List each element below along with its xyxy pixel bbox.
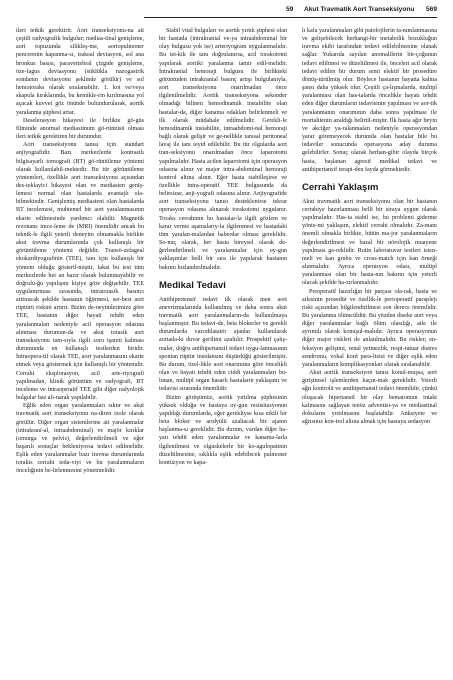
paragraph: Aort transeksiyonu tanısı için standart anjiyografidir. Bazı merkezlerde kontrastlı bilgisayarlı tomografi (BT) gö-rüntüleme yöntemi olarak kullanılabil-mektedir. Bu tür görüntüleme yöntemleri, özellikle aort transeksiyonu açısından des-teklayici hikayesi olan ve mediasten geniş-lemesi normal olan hastalarda avantajlı ola-bilmektedir. Genişlemiş mediasteni olan hastalarda BT incelemesi, muhtemel bir aort yaralanmasının ekarte edilmesinde yardımcı olabilir. Magnetik rezonans imce-leme de (MRI) önemlidir ancak bu teknik-le ilgili yeterli deneyim olmamakla birlikte akut travma durumlarında çok kullanışlı bir görüntüleme yöntemi değildir. Transö-zefageal ekokardiyografinin (TEE), tanı için kullanışlı bir yöntem olduğu gösteril-miştir, fakat bu test tüm merkezlerde her an hazır olarak bulunmayabilir ve doğrulu-ğu yapılışını kişiye göre değişebilir. TEE uygulanırması sırasında, intratorasik basıncı arttıracak şekilde hastanın öğürmesi, ser-best aort rüptürü riskini artırır. Bizim de-neyimlerimize göre TEE, hastanın diğer hayati tehdit eden yaralanmaları nedeniyle acil operasyon odasına alınması durumun-da ve akut torasik aort transeksiyonu tanı-sıyla ilgili soru işareti kalması durumunda en kullanışlı testlerden biridir. İntraopera-tif olarak TEE, aort yaralanmasını ekarte etmek veya göstermek için kullanışlı bir yöntemdir. Cerrahi eksplorasyon, acil arte-riyografi yapılmadan, klinik görüntüm ve radyografi, BT inceleme ve intraoperatif TEE gibi diğer radyolojik bulgular baz alı-narak yapılabilir. (16, 142, 144, 402)
text-column-1 (16, 27, 144, 476)
paragraph: Antihipertensif tedavi ilk olarak inen aort anevrizmalarında kullanılmış ve daha sonra akut travmatik aort yaralanmaların-da kullanılmaya başlanmıştır. Bu tedavi-de, beta blokerler ve gerekli durumlarda vazodilatatör ajanlar kullanılarak aortada-ki duvar gerilimi azaltılır. Prospektif çalış-malar, doğru antihipertansif tedavi uygu-lanmasının spontan rüptür insidansını düşürdüğü gösterilmiştir. Bu durum, özel-likle aort onarımına göre öncelikli olan ve hayatı tehdit eden ciddi yaralanmaları bu-lunan, multipl organ hasarlı hastaların yaklaşımı ve tedavisi sırasında önemlidir. (159, 296, 287, 393)
text-column-3 (302, 27, 437, 426)
paragraph: Bizim görüşümüz, aortik yırtılma şüphesinin yüksek olduğu ve hastaya uy-gun resüsitasyonun yapıldığı durumlarda, eğer gerekliyse kısa etkili bir beta bloker ve arıdyülü azaltacak bir ajanın başlanma-sı gereklidir. Bu durum, vardan diğer ha-yatı tehdit eden yaralanmalar ve kanama-larla ilgilenilmesi ve olguskelerle bir ko-agulopatinin düzeltilmesine, sıklıkla eşlik edebilecek pulmoner kontüzyon ve kapa- (159, 394, 287, 466)
running-title: Akut Travmatik Aort Transeksiyonu (304, 6, 415, 13)
paragraph: Akut aortik transeksiyon tanısı konul-muşsa, aort girişimsel işlemlerden kaçın-mak gereklidir. Yeterli ağrı kontrolü ve antihipertansif tedavi önemlidir, çünkü oluşacak hipertansif bir olay hematomun intakt kalmasını sağlayan tenöz adventisi-ya ve mediastinal dokuların yırtılmasını başlatabilir. Anksiyete ve ağrısınız kon-trol altına almak için hastaya sedasyon (302, 370, 437, 426)
paragraph: lı kafa yaralanmaları gibi patolojilerin ta-nımlanmasına ve gelişebilecek herhangi-bir metabolik bozukluğun travma ekibi tarafından tedavi edilebilmesine olanak sağlar. Yukarıda sayılan anomalilerin bir-çoğunun tedavi edilmesi ve düzeltilmesi ile, önceleri acil olarak tedavi edilen bir durum semi elektif bir prosedüre dönüş-türülmüş olur. Böylece hastanın hayatta kalma şansı daha yüksek olur. Çeşitli ça-lışmalarda, multipl yaralanması olan has-talarda öncelikle hayatı tehdit eden diğer durumların tedavisinin yapılması ve aor-tik yaralanmanın onarımının daha sonra yapılması ile mortalitenin azaldığı belirtil-miştir. İlk hasta ağır beyin ve akciğer ya-ralanmaları nedeniyle operasyondan yarar göremeyecek durumda olan hastalar bile bu tedaviler sonucunda operasyona aday duruma gelebilirler. Sonuç olarak herhan-gibir olayda birçok hasta, başlanan agresif medikal tedavi ve antihipertansif terapi-den fayda görmektedir. (302, 28, 437, 173)
paragraph: Akut travmatik aort transeksiyonu olan bir hastanın cerrahiye hazırlanması belli bir sıraya uygun olarak yapılmalıdır. Has-ta stabil ise, bu problemi giderme yönte-mi yaklaşım, elektif cerrahi olmalıdır. Za-manı önemli olmakla birlikte, bütün ma-jor yaralanmaların değerlendirilmesi ve bazal bir nörolojik muayene yapılması ge-reklidir. Rutin laboratuvar testleri isten-meli ve kan grubu ve cross-match için kan örneği alınmalıdır. Ayrıca operasyon odası, multipl yaralanması olan bir hasta-nın bakımı için yeterli olacak şekilde ha-zırlanmalıdır. (302, 198, 437, 287)
section-heading-cerrahi-yaklasim: Cerrahi Yaklaşım (302, 181, 379, 193)
paragraph: Stabil vital bulguları ve aortik yırtık şüphesi olan bir hastada (intrakranial ve-ya intraabdominal bir olay bulgusu yok ise) arteriyogram uygulanmalıdır. Bu tet-kik ile tanı doğrulanırsa, acil torakotomi yapılarak aortiki yaralanma tamir edil-melidir. İntrakranial hemoraji bulgusu ile birlikteki görüntüden intrakranial basınç artışı bulgulanıyla, aort transeksiyonu onarılmadan önce ilgilenilmelidir. Aortik transeksiyona sekonder olmadığı bilinen hemodinamik instabilite olan hastalar-da, diğer kanama odakları belirlenmeli ve ilk olarak müdahale edilmelidir. Gerekli-le hemodinamik instabilite, intraabdomi-nal hemoraji bağlı olarak gelişir ve ge-nellikle tanısal peritoneal lavaj ile tanı teyid edilebilir. Bu tür olgularda aort tran-seksiyonu onarılmadan önce laparotomi yapılmalıdır. Hasta acilen laparotomi için operasyon odasına alınır ve major intra-abdominal hemoraji kontrol altına alınır. Eğer hasta stabilleşirse ve özellikle intra-operatif TEE bulgusunda da belirsizse, anji-yografi odasına alınır. Anjiyografide aort transeksiyonu tanısı desteklenirse tekrar operasyon odasına alınarak torakotomi uygulanır. Toraks cerrahının bu hastalar-la ilgili gözlem ve karar verme aşamalarıy-la ilgilenmesi ve hastadaki tüm yaralan-malardan haberdar olması gereklidir. So-nuç olarak, her hasta bireysel olarak de-ğerlendirilmeli ve yaralanmalar için uy-gun yaklaşımlar belli bir sıra ile yapılarak hastanın bakımı hızlandırılmalıdır. (159, 28, 287, 271)
right-page-number: 569 (425, 6, 437, 13)
left-page-number: 59 (286, 6, 294, 13)
paragraph: Preoperatif hazırlığın bir parçası ola-rak, hasta ve ailesinin prosedür ve özellik-le perioperatif paraplejı riski açısından bilgilendirilmesi son derece önemlidir. Bu yaralanma ölümcüldür. Bu yüzden diseke aort veya diğer yaralanmalar bağlı ölüm olasılığı, aile ile ayrıntılı olarak konuşul-malıdır. Ayrıca operasyonun diğer major riskleri de anlatılmalıdır. Bu riskler; en-feksiyon gelişimi, renal yetmezlik, respi-ratuar distres sendromu, vokal kord para-lizisi ve diğer eşlik eden yaralanmaların komplikasyonları olarak sıralanabilir. (302, 288, 437, 368)
section-heading-medikal-tedavi: Medikal Tedavi (159, 279, 226, 291)
text-column-2 (159, 27, 287, 467)
paragraph: Eğlik eden organ yaralanmaları sıktır ve akut travmatik aort transeksiyonu na-diren izole olarak görülür. Diğer organ sistemlerine ait yaralanmalar (intrakrani-al, intraabdominal) ve majör kırıklar (omurga ve pelvis), değerlendirilmeli ve eğer başarılı sonuçlar bekleniyorsa tedavi edilmelidir. Eşlik eden yaralanmalar bazı travma durumlarında torakis cerrahi teda-viyi ve bu yaralanmaların önceliğinin be-lirlenmesini yönetmelidir. (16, 403, 144, 475)
paragraph: Deselerasyon hikayesi ile birlikte gö-güs filminde anormal mediastinum gö-rüntüsü olması ileri tetkik gerektiren bir durumdur. (16, 117, 144, 141)
header-rule (144, 17, 437, 18)
paragraph: ileri tetkik gerektirir. Aort transeksiyonu-na ait çeşitli radyografik bulgular; medias-tinal genişleme, aort topuzunda silikleş-me, aortopulmoner pencerenin kapanma-sı, trakeal deviasyon, sol ana bronkus basısı, paravertebral çizgide genişleme, öze-fagus deviasyonu (süklükla nazogastrik sondanın deviasyonu şeklinde görülür) ve sol hemotoraks olarak sıralanabilir. 1. kot ve/veya skapula kırıklarında, bu kemikle-rin kırılmasına yol açacak kuvvet göz önünde bulundurularak, aortik yaralanma şüphesi artar. (16, 28, 144, 116)
